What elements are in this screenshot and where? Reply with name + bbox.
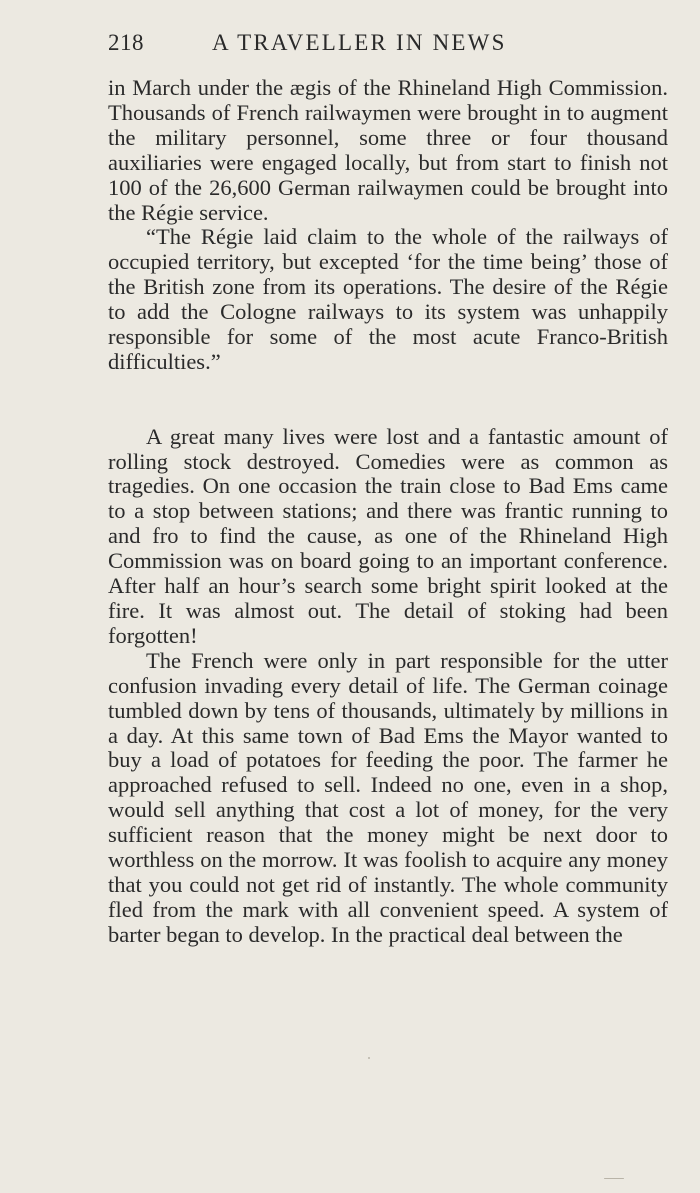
paragraph-currency-collapse: The French were only in part responsible for the utter confusion invading every detail of life. The German coinage tumbled down by tens of thousands, ultimately by millions in a day. At this same town of Bad Ems the Mayor wanted to buy a load of potatoes for feeding the poor. The farmer he approached refused to sell. Indeed no one, even in a shop, would sell anything that cost a lot of money, for the very sufficient reason that the money might be next door to worthless on the morrow. It was foolish to acquire any money that you could not get rid of instantly. The whole community fled from the mark with all convenient speed. A system of barter began to develop. In the practical deal between the <box>108 647 668 947</box>
paper-speck <box>604 1178 624 1179</box>
paragraph-quotation: “The Régie laid claim to the whole of the railways of occupied territory, but excepted ‘for the time being’ those of the British zone from its operations. The desire of the Régie to add the Cologne railways to its system was unhappily responsible for some of the most acute Franco-British difficulties.” <box>108 224 668 374</box>
paragraph-train-anecdote: A great many lives were lost and a fantastic amount of rolling stock destroyed. Comedies were as common as tragedies. On one occasion the train close to Bad Ems came to a stop between stations; and there was frantic running to and fro to find the cause, as one of the Rhineland High Commission was on board going to an important conference. After half an hour’s search some bright spirit looked at the fire. It was almost out. The detail of stoking had been forgotten! <box>108 423 668 648</box>
section-break <box>108 375 668 425</box>
running-title: A TRAVELLER IN NEWS <box>212 30 507 55</box>
paper-speck <box>368 1057 370 1059</box>
page-header <box>108 30 568 64</box>
page-number: 218 <box>108 30 144 55</box>
paragraph-continuation: in March under the ægis of the Rhineland High Commission. Thousands of French railwaymen were brought in to augment the military personnel, some three or four thousand auxiliaries were engaged locally, but from start to finish not 100 of the 26,600 German railwaymen could be brought into the Régie service. <box>108 75 668 225</box>
body-text <box>108 76 668 948</box>
